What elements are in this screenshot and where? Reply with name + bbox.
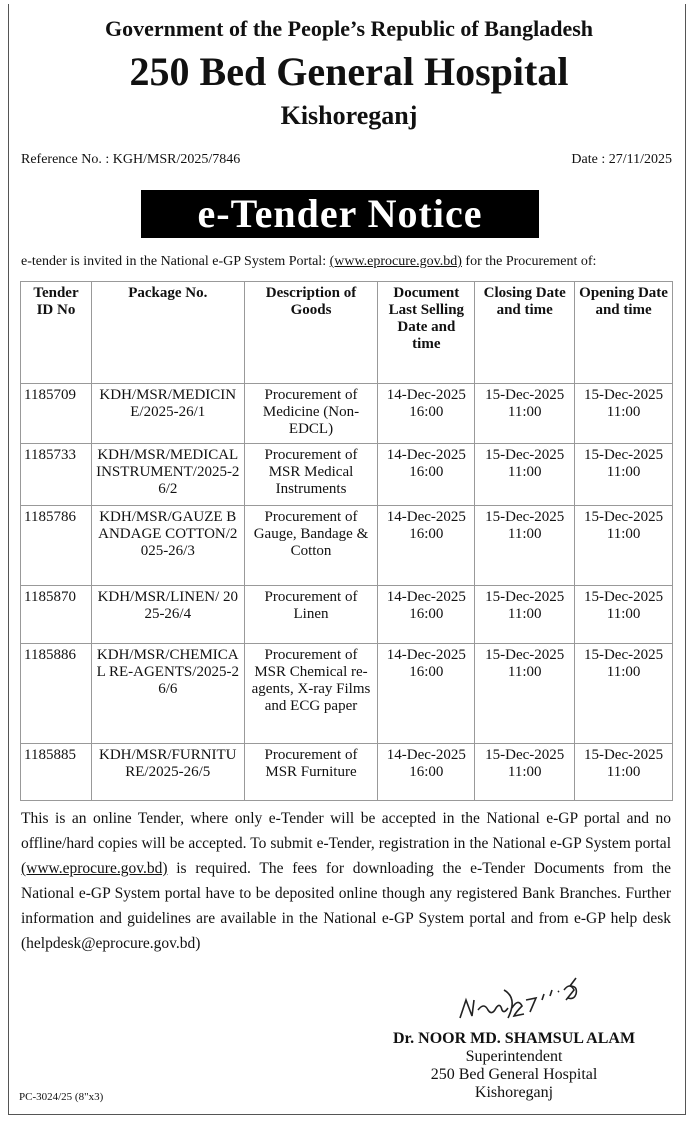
intro-before: e-tender is invited in the National e-GP System Portal:: [21, 254, 330, 269]
cell-package: KDH/MSR/LINEN/ 2025-26/4: [91, 586, 244, 644]
cell-opening: 15-Dec-2025 11:00: [575, 506, 673, 586]
cell-id: 1185885: [21, 744, 92, 801]
notice-date: Date : 27/11/2025: [571, 152, 672, 167]
tender-table: [20, 281, 673, 801]
table-row: [21, 644, 673, 744]
cell-desc: Procurement of MSR Chemical re- agents, X-ray Films and ECG paper: [244, 644, 378, 744]
cell-id: 1185886: [21, 644, 92, 744]
portal-link[interactable]: (www.eprocure.gov.bd): [329, 254, 462, 269]
hospital-heading: 250 Bed General Hospital: [129, 49, 569, 94]
column-header: Tender ID No: [21, 282, 92, 384]
intro-after: for the Procurement of:: [461, 254, 597, 269]
cell-last-selling: 14-Dec-2025 16:00: [378, 644, 475, 744]
column-header: Document Last Selling Date and time: [378, 282, 475, 384]
cell-package: KDH/MSR/MEDICINE/2025-26/1: [91, 384, 244, 444]
cell-package: KDH/MSR/FURNITURE/2025-26/5: [91, 744, 244, 801]
cell-desc: Procurement of MSR Medical Instruments: [244, 444, 378, 506]
para-text-1: This is an online Tender, where only e-Tender will be accepted in the National e-GP portal and no offline/hard copies will be accepted. To submit e-Tender, registration in the National e-GP System portal: [21, 810, 671, 852]
cell-closing: 15-Dec-2025 11:00: [475, 506, 575, 586]
cell-opening: 15-Dec-2025 11:00: [575, 744, 673, 801]
column-header: Package No.: [91, 282, 244, 384]
table-row: [21, 506, 673, 586]
cell-last-selling: 14-Dec-2025 16:00: [378, 444, 475, 506]
column-header: Description of Goods: [244, 282, 378, 384]
column-header: Opening Date and time: [575, 282, 673, 384]
signatory-block: [354, 1030, 674, 1102]
cell-closing: 15-Dec-2025 11:00: [475, 586, 575, 644]
table-row: [21, 384, 673, 444]
cell-closing: 15-Dec-2025 11:00: [475, 744, 575, 801]
reference-number: Reference No. : KGH/MSR/2025/7846: [21, 152, 241, 167]
cell-id: 1185870: [21, 586, 92, 644]
table-row: [21, 744, 673, 801]
government-heading: Government of the People’s Republic of Bangladesh: [104, 16, 594, 41]
signatory-org: 250 Bed General Hospital: [430, 1066, 598, 1083]
cell-last-selling: 14-Dec-2025 16:00: [378, 586, 475, 644]
cell-opening: 15-Dec-2025 11:00: [575, 586, 673, 644]
cell-package: KDH/MSR/MEDICAL INSTRUMENT/2025-26/2: [91, 444, 244, 506]
table-row: [21, 586, 673, 644]
cell-desc: Procurement of Medicine (Non-EDCL): [244, 384, 378, 444]
cell-id: 1185709: [21, 384, 92, 444]
cell-opening: 15-Dec-2025 11:00: [575, 444, 673, 506]
signatory-name: Dr. NOOR MD. SHAMSUL ALAM: [392, 1030, 636, 1047]
cell-opening: 15-Dec-2025 11:00: [575, 384, 673, 444]
table-row: [21, 444, 673, 506]
cell-id: 1185733: [21, 444, 92, 506]
cell-closing: 15-Dec-2025 11:00: [475, 384, 575, 444]
cell-last-selling: 14-Dec-2025 16:00: [378, 744, 475, 801]
cell-desc: Procurement of Gauge, Bandage & Cotton: [244, 506, 378, 586]
print-code: PC-3024/25 (8"x3): [19, 1091, 104, 1103]
cell-id: 1185786: [21, 506, 92, 586]
notice-banner: e-Tender Notice: [141, 190, 539, 238]
cell-desc: Procurement of Linen: [244, 586, 378, 644]
intro-text: [21, 254, 596, 270]
signatory-title: Superintendent: [465, 1048, 563, 1065]
cell-last-selling: 14-Dec-2025 16:00: [378, 384, 475, 444]
cell-last-selling: 14-Dec-2025 16:00: [378, 506, 475, 586]
cell-package: KDH/MSR/CHEMICAL RE-AGENTS/2025-26/6: [91, 644, 244, 744]
cell-opening: 15-Dec-2025 11:00: [575, 644, 673, 744]
signatory-place: Kishoreganj: [474, 1084, 554, 1101]
column-header: Closing Date and time: [475, 282, 575, 384]
cell-package: KDH/MSR/GAUZE BANDAGE COTTON/2025-26/3: [91, 506, 244, 586]
para-text-2: is required. The fees for downloading the e-Tender Documents from the National e-GP System portal have to be deposited online though any registered Bank Branches. Further information and guidelines are available in the National e-GP System portal and from e-GP help desk (helpdesk@eprocure.gov.bd): [21, 860, 671, 952]
cell-closing: 15-Dec-2025 11:00: [475, 444, 575, 506]
location-heading: Kishoreganj: [280, 101, 418, 130]
instructions-paragraph: [21, 806, 671, 956]
cell-closing: 15-Dec-2025 11:00: [475, 644, 575, 744]
cell-desc: Procurement of MSR Furniture: [244, 744, 378, 801]
portal-link-2[interactable]: (www.eprocure.gov.bd): [21, 860, 168, 877]
handwritten-signature: [452, 970, 602, 1030]
